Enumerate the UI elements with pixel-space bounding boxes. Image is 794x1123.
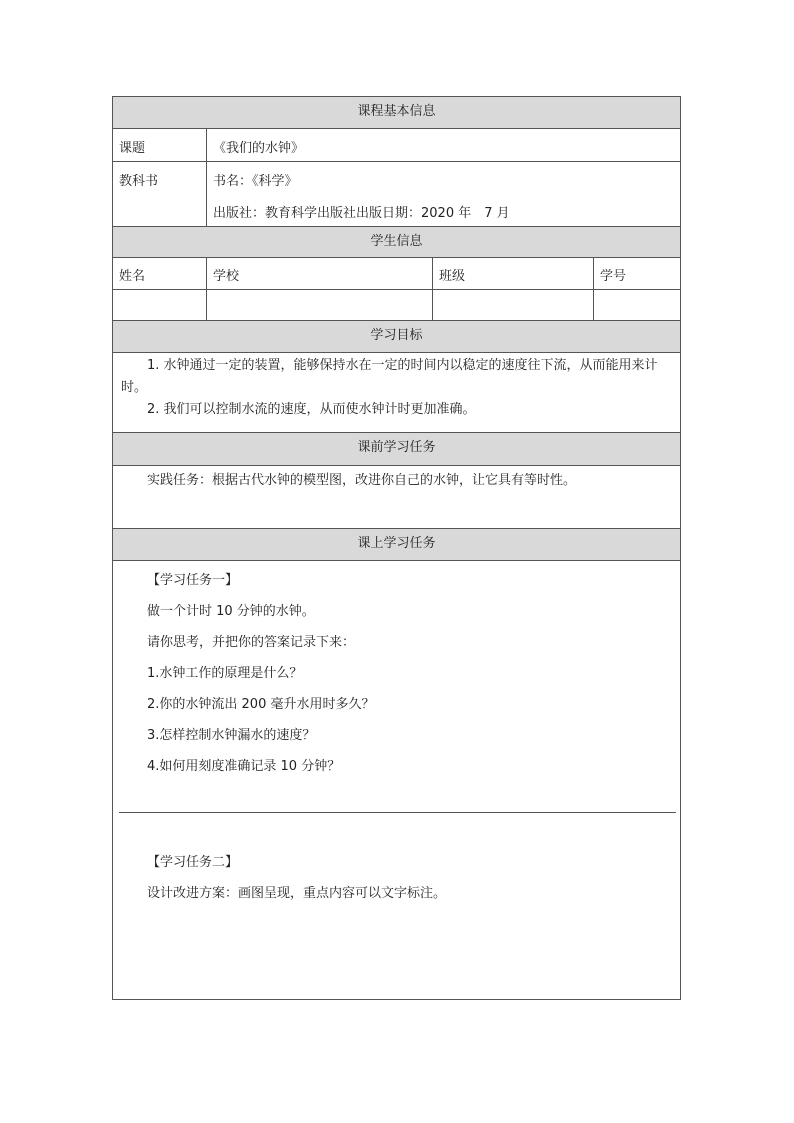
student-name-header-cell <box>113 258 207 289</box>
section-header-objectives <box>113 321 680 353</box>
objectives-body <box>113 353 680 433</box>
student-class-header: 班级 <box>439 269 466 284</box>
task1-intro: 做一个计时 10 分钟的水钟。 <box>147 604 315 619</box>
section-header-in-class <box>113 529 680 561</box>
section-header-basic-info-label: 课程基本信息 <box>357 104 436 119</box>
textbook-value-cell <box>207 162 680 226</box>
topic-value-cell <box>207 129 680 161</box>
objective-item-2: 2. 我们可以控制水流的速度，从而使水钟计时更加准确。 <box>147 402 476 417</box>
section-divider <box>119 812 676 813</box>
task1-question-2: 2.你的水钟流出 200 毫升水用时多久？ <box>147 697 375 712</box>
section-header-student-info <box>113 227 680 258</box>
section-header-in-class-label: 课上学习任务 <box>357 536 436 551</box>
topic-value: 《我们的水钟》 <box>213 141 305 156</box>
task1-question-3: 3.怎样控制水钟漏水的速度？ <box>147 728 316 743</box>
lesson-worksheet-table <box>112 96 681 1000</box>
textbook-row <box>113 162 680 227</box>
pre-class-body <box>113 466 680 529</box>
student-id-header: 学号 <box>600 269 627 284</box>
task1-question-4: 4.如何用刻度准确记录 10 分钟？ <box>147 759 341 774</box>
pre-class-task: 实践任务：根据古代水钟的模型图，改进你自己的水钟，让它具有等时性。 <box>147 473 577 488</box>
objective-item-1: 1. 水钟通过一定的装置，能够保持水在一定的时间内以稳定的速度往下流，从而能用来计时。 <box>121 358 658 395</box>
publisher-info: 出版社：教育科学出版社出版日期：2020 年 7 月 <box>213 206 510 221</box>
student-header-row <box>113 258 680 290</box>
student-school-input-cell[interactable] <box>207 290 433 320</box>
student-class-header-cell <box>433 258 594 289</box>
task1-question-1: 1.水钟工作的原理是什么？ <box>147 666 303 681</box>
section-header-basic-info <box>113 97 680 129</box>
task1-title: 【学习任务一】 <box>147 573 239 588</box>
student-id-input-cell[interactable] <box>594 290 680 320</box>
topic-row <box>113 129 680 162</box>
student-class-input-cell[interactable] <box>433 290 594 320</box>
in-class-body <box>113 561 680 999</box>
topic-label-cell <box>113 129 207 161</box>
student-input-row <box>113 290 680 321</box>
task2-title: 【学习任务二】 <box>147 855 239 870</box>
book-name: 书名：《科学》 <box>213 174 298 189</box>
student-school-header: 学校 <box>213 269 240 284</box>
textbook-label-cell <box>113 162 207 226</box>
task1-prompt: 请你思考，并把你的答案记录下来： <box>147 635 356 650</box>
section-header-student-info-label: 学生信息 <box>370 234 423 249</box>
student-name-header: 姓名 <box>119 269 146 284</box>
section-header-pre-class-label: 课前学习任务 <box>357 440 436 455</box>
section-header-objectives-label: 学习目标 <box>370 328 423 343</box>
topic-label: 课题 <box>119 141 146 156</box>
section-header-pre-class <box>113 433 680 466</box>
task2-description: 设计改进方案：画图呈现，重点内容可以文字标注。 <box>147 886 447 901</box>
student-name-input-cell[interactable] <box>113 290 207 320</box>
textbook-label: 教科书 <box>119 174 159 189</box>
student-id-header-cell <box>594 258 680 289</box>
student-school-header-cell <box>207 258 433 289</box>
